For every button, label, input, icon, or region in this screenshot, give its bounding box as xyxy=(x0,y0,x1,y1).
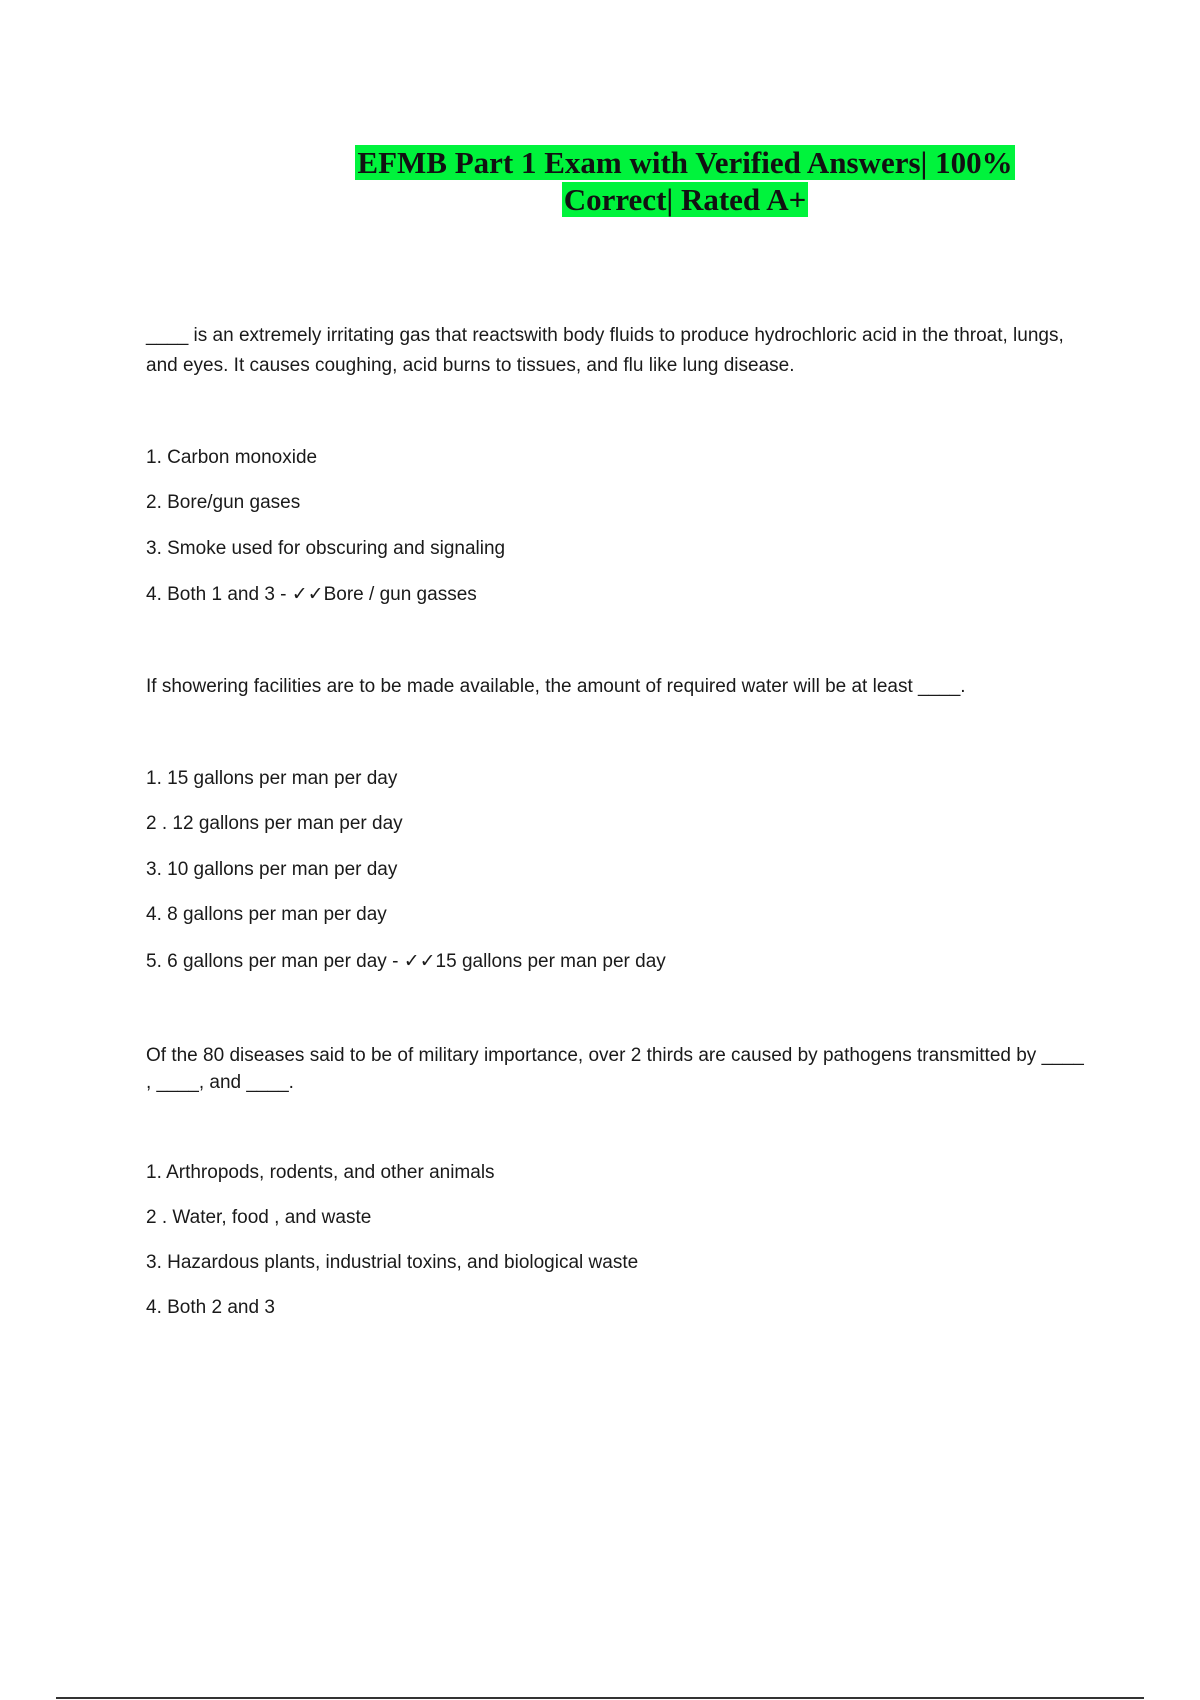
document-title xyxy=(330,144,1040,218)
answer-option: 2 . 12 gallons per man per day xyxy=(146,813,403,834)
answer-option: 1. Carbon monoxide xyxy=(146,447,318,468)
answer-option: 3. Smoke used for obscuring and signaling xyxy=(146,538,506,559)
question-block xyxy=(146,1042,1086,1096)
question-text: If showering facilities are to be made available, the amount of required water will be at least ____. xyxy=(146,676,966,697)
answer-option: 3. Hazardous plants, industrial toxins, and biological waste xyxy=(146,1252,639,1273)
answer-option: 3. 10 gallons per man per day xyxy=(146,859,398,880)
question-block xyxy=(146,672,1086,702)
answer-option: 2. Bore/gun gases xyxy=(146,492,301,513)
question-block xyxy=(146,321,1086,381)
question-text: ____ is an extremely irritating gas that reactswith body fluids to produce hydrochloric acid in the throat, lungs, and eyes. It causes coughing, acid burns to tissues, and flu like lung disease. xyxy=(146,325,1064,376)
answer-option-with-correct-answer: 4. Both 1 and 3 - ✓✓Bore / gun gasses xyxy=(146,584,477,605)
title-line-1: EFMB Part 1 Exam with Verified Answers| 100% xyxy=(357,145,1013,180)
answer-option: 4. Both 2 and 3 xyxy=(146,1297,275,1318)
answer-option: 1. 15 gallons per man per day xyxy=(146,768,398,789)
answer-option: 1. Arthropods, rodents, and other animals xyxy=(146,1162,495,1183)
answer-option: 4. 8 gallons per man per day xyxy=(146,904,387,925)
page-bottom-divider xyxy=(56,1697,1144,1699)
question-text: Of the 80 diseases said to be of military importance, over 2 thirds are caused by pathogens transmitted by ____ , ____, and ____. xyxy=(146,1045,1084,1093)
title-line-2: Correct| Rated A+ xyxy=(563,182,807,217)
answer-option: 2 . Water, food , and waste xyxy=(146,1207,372,1228)
answer-option-with-correct-answer: 5. 6 gallons per man per day - ✓✓15 gallons per man per day xyxy=(146,951,666,972)
